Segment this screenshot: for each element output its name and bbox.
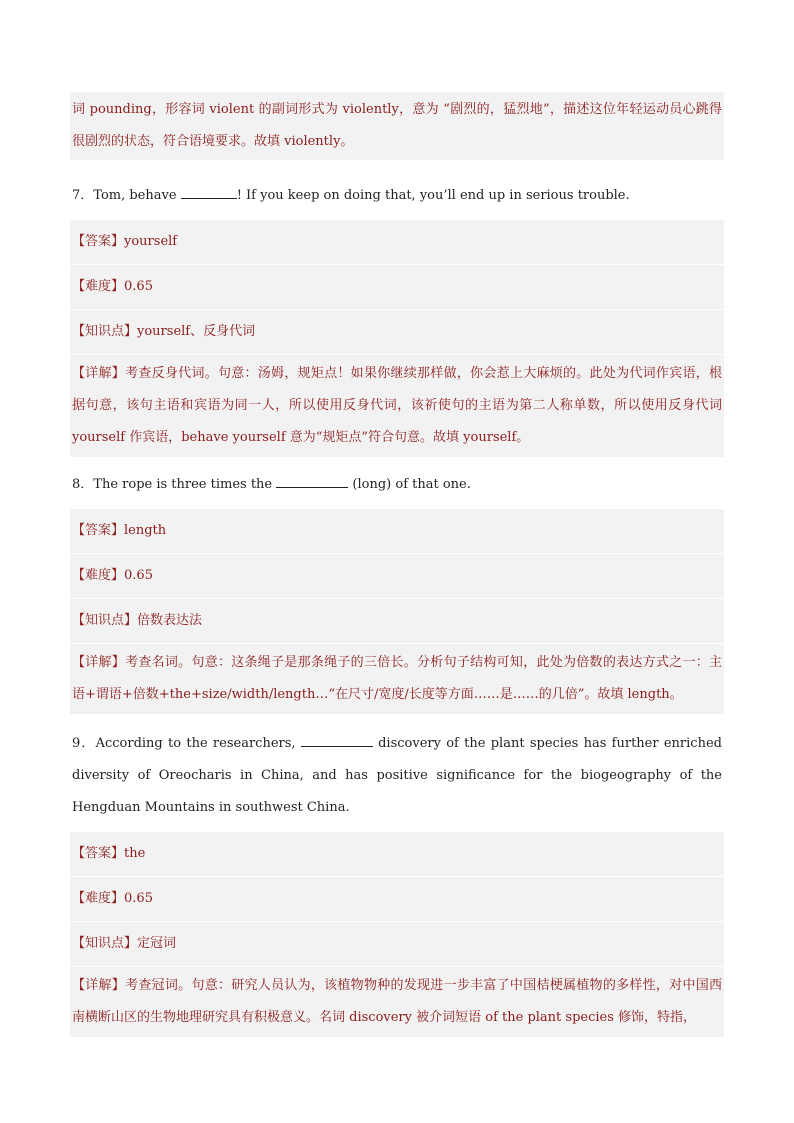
answer-blank <box>276 473 348 488</box>
difficulty-tag: 【难度】 <box>72 279 125 294</box>
question-stem-after: (long) of that one. <box>352 477 471 492</box>
question-stem-before: Tom, behave <box>93 188 177 203</box>
question-8 <box>70 463 724 509</box>
answer-row <box>70 220 724 264</box>
question-9-analysis <box>70 832 724 1037</box>
detail-tag: 【详解】 <box>72 655 126 670</box>
knowledge-point-value: yourself、反身代词 <box>137 324 256 339</box>
answer-row <box>70 832 724 876</box>
question-stem-after: ! If you keep on doing that, you’ll end up in serious trouble. <box>236 188 630 203</box>
question-stem-before: The rope is three times the <box>93 477 273 492</box>
question-number: 7． <box>72 188 94 203</box>
question-8-analysis <box>70 509 724 714</box>
question-9 <box>70 722 724 832</box>
detail-tag: 【详解】 <box>72 978 126 993</box>
detail-text: 考查反身代词。句意：汤姆，规矩点！如果你继续那样做，你会惹上大麻烦的。此处为代词作宾语，根据句意，该句主语和宾语为同一人，所以使用反身代词，该祈使句的主语为第二人称单数，所以使用反身代词 yourself 作宾语，behave yourself 意为“规矩点”符合句意。故填 yourself。 <box>72 366 722 445</box>
knowledge-point-row <box>70 598 724 643</box>
answer-blank <box>301 732 373 747</box>
answer-value: yourself <box>124 234 178 249</box>
difficulty-value: 0.65 <box>124 891 153 906</box>
difficulty-tag: 【难度】 <box>72 568 125 583</box>
difficulty-row <box>70 264 724 309</box>
difficulty-value: 0.65 <box>124 279 153 294</box>
answer-tag: 【答案】 <box>72 846 125 861</box>
answer-tag: 【答案】 <box>72 523 125 538</box>
question-7 <box>70 174 724 220</box>
previous-explanation-text: 词 pounding，形容词 violent 的副词形式为 violently，意为 “剧烈的，猛烈地”，描述这位年轻运动员心跳得很剧烈的状态，符合语境要求。故填 violently。 <box>72 102 722 149</box>
answer-row <box>70 509 724 553</box>
question-stem-after: discovery of the plant species has further enriched diversity of Oreocharis in China, and has positive significance for the biogeography of the Hengduan Mountains in southwest China. <box>72 736 722 815</box>
question-number: 9． <box>72 736 96 751</box>
knowledge-point-row <box>70 309 724 354</box>
answer-value: length <box>124 523 167 538</box>
difficulty-row <box>70 553 724 598</box>
detail-row <box>70 966 724 1037</box>
detail-text: 考查名词。句意：这条绳子是那条绳子的三倍长。分析句子结构可知，此处为倍数的表达方式之一：主语+谓语+倍数+the+size/width/length…“在尺寸/宽度/长度等方面……是……的几倍”。故填 length。 <box>72 655 722 702</box>
question-7-analysis <box>70 220 724 457</box>
difficulty-value: 0.65 <box>124 568 153 583</box>
detail-row <box>70 643 724 714</box>
knowledge-point-row <box>70 921 724 966</box>
knowledge-point-tag: 【知识点】 <box>72 324 138 339</box>
knowledge-point-tag: 【知识点】 <box>72 936 138 951</box>
knowledge-point-value: 倍数表达法 <box>137 613 203 628</box>
knowledge-point-tag: 【知识点】 <box>72 613 138 628</box>
answer-blank <box>181 184 237 199</box>
difficulty-tag: 【难度】 <box>72 891 125 906</box>
knowledge-point-value: 定冠词 <box>137 936 177 951</box>
answer-value: the <box>124 846 146 861</box>
answer-tag: 【答案】 <box>72 234 125 249</box>
question-number: 8． <box>72 477 94 492</box>
previous-explanation-block <box>70 92 724 160</box>
page-content <box>70 92 724 1037</box>
difficulty-row <box>70 876 724 921</box>
question-stem-before: According to the researchers, <box>95 736 296 751</box>
detail-text: 考查冠词。句意：研究人员认为，该植物物种的发现进一步丰富了中国桔梗属植物的多样性，对中国西南横断山区的生物地理研究具有积极意义。名词 discovery 被介词短语 of the plant species 修饰，特指， <box>72 978 722 1025</box>
detail-row <box>70 354 724 457</box>
detail-tag: 【详解】 <box>72 366 126 381</box>
